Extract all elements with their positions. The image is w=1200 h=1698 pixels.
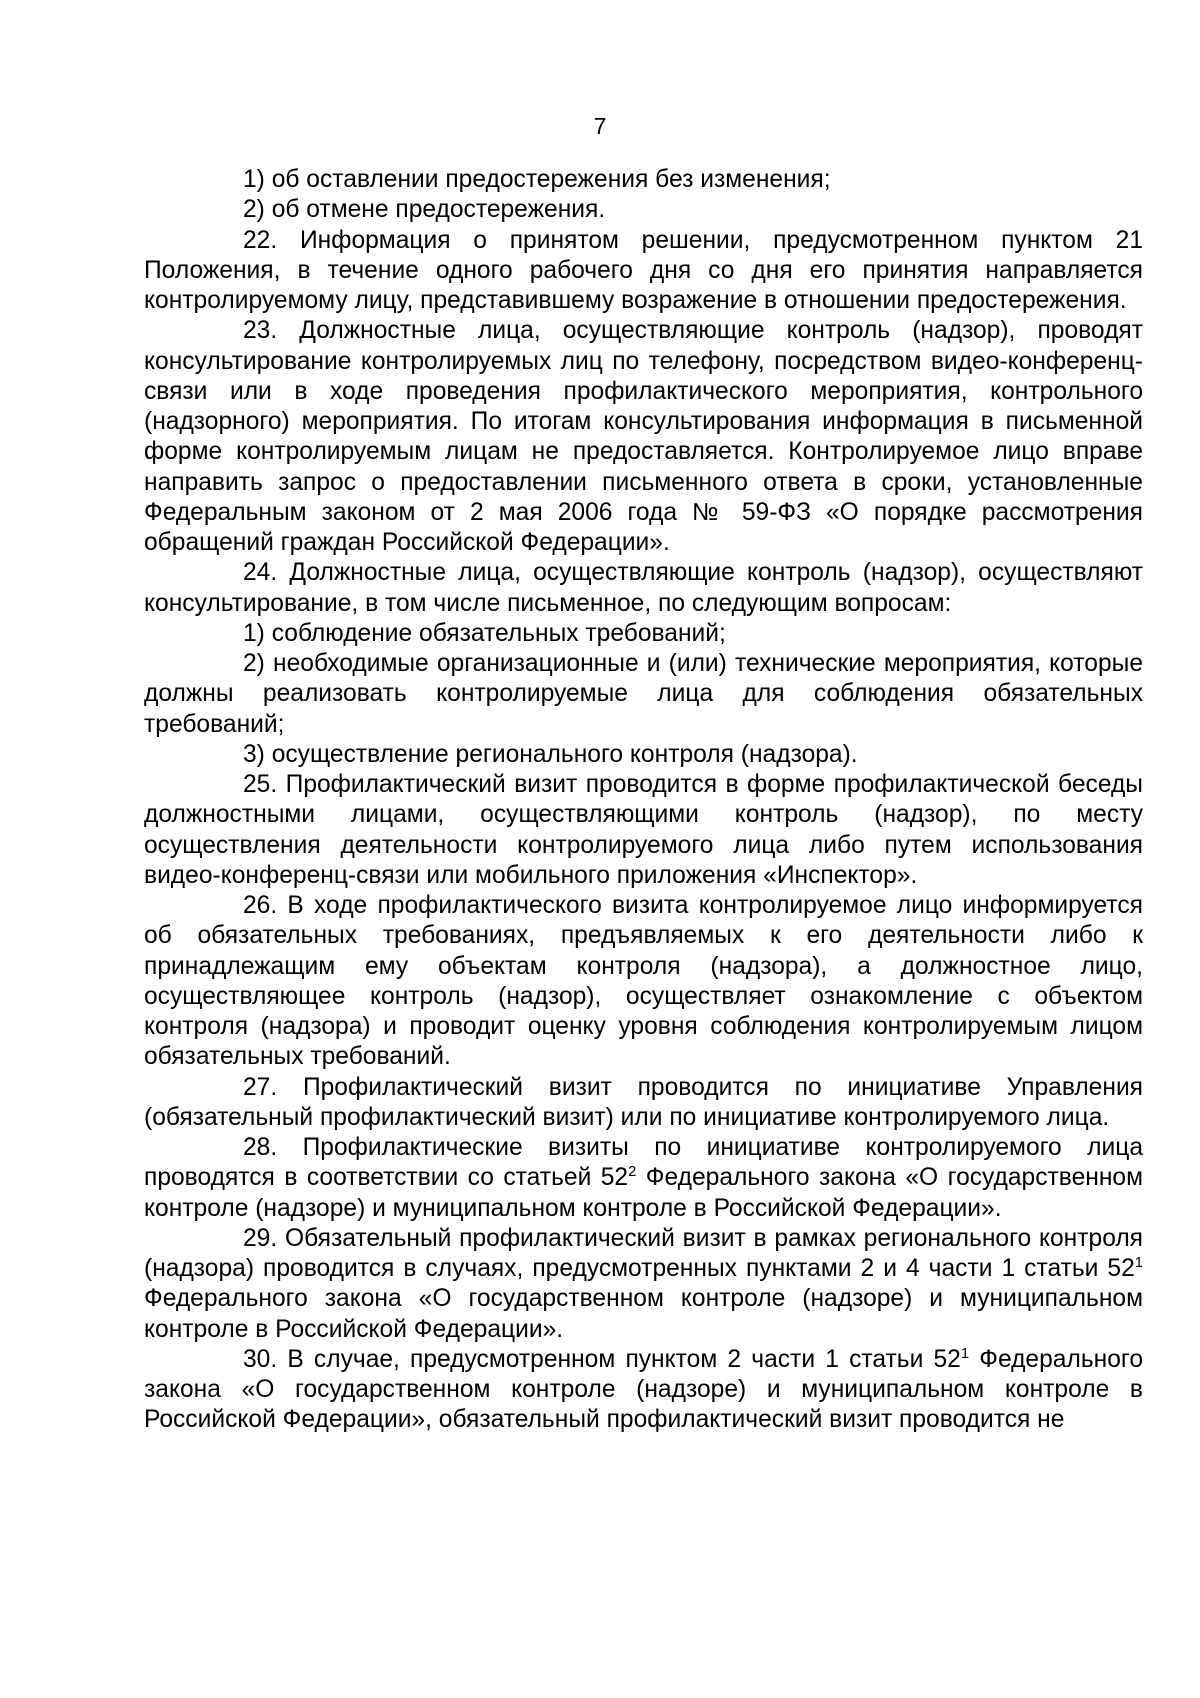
list-item-24-2: 2) необходимые организационные и (или) технические мероприятия, которые должны реализовать контролируемые лица для соблюдения обязательных требований; (144, 650, 1143, 738)
superscript: 1 (1134, 1254, 1143, 1271)
paragraph-29 (144, 1224, 1143, 1345)
paragraph-text: Федерального закона «О государственном контроле (надзоре) и муниципальном контроле в Российской Федерации». (144, 1164, 1144, 1222)
paragraph-text: Федерального закона «О государственном контроле (надзоре) и муниципальном контроле в Российской Федерации». (144, 1285, 1143, 1343)
superscript: 2 (628, 1164, 637, 1181)
paragraph-25: 25. Профилактический визит проводится в форме профилактической беседы должностными лицами, осуществляющими контроль (надзор), по месту осуществления деятельности контролируемого лица либо путем использования видео-конференц-связи или мобильного приложения «Инспектор». (144, 771, 1143, 889)
paragraph-28 (144, 1133, 1143, 1224)
list-item-2: 2) об отмене предостережения. (243, 196, 606, 224)
superscript: 1 (960, 1345, 970, 1362)
paragraph-27: 27. Профилактический визит проводится по инициативе Управления (обязательный профилактический визит) или по инициативе контролируемого лица. (144, 1073, 1143, 1131)
paragraph-text: 30. В случае, предусмотренном пунктом 2 части 1 статьи 52 (243, 1345, 961, 1373)
paragraph-30 (144, 1345, 1143, 1436)
paragraph-text: 28. Профилактические визиты по инициативе контролируемого лица проводятся в соответствии со статьей 52 (144, 1134, 1143, 1192)
document-body (144, 165, 1143, 1436)
list-item-24-1: 1) соблюдение обязательных требований; (243, 619, 726, 647)
paragraph-26: 26. В ходе профилактического визита контролируемое лицо информируется об обязательных требованиях, предъявляемых к его деятельности либо к принадлежащим ему объектам контроля (надзора), а должностное лицо, осуществляющее контроль (надзор), осуществляет ознакомление с объектом контроля (надзора) и проводит оценку уровня соблюдения контролируемым лицом обязательных требований. (144, 892, 1143, 1071)
page-number: 7 (593, 113, 607, 139)
paragraph-24: 24. Должностные лица, осуществляющие контроль (надзор), осуществляют консультирование, в том числе письменное, по следующим вопросам: (144, 559, 1143, 617)
paragraph-text: 29. Обязательный профилактический визит в рамках регионального контроля (надзора) проводится в случаях, предусмотренных пунктами 2 и 4 части 1 статьи 52 (144, 1224, 1143, 1282)
paragraph-text: Федерального закона «О государственном контроле (надзоре) и муниципальном контроле в Российской Федерации», обязательный профилактический визит проводится не (144, 1345, 1144, 1434)
paragraph-22: 22. Информация о принятом решении, предусмотренном пунктом 21 Положения, в течение одного рабочего дня со дня его принятия направляется контролируемому лицу, представившему возражение в отношении предостережения. (144, 226, 1143, 314)
list-item-24-3: 3) осуществление регионального контроля (надзора). (243, 740, 858, 768)
paragraph-23: 23. Должностные лица, осуществляющие контроль (надзор), проводят консультирование контролируемых лиц по телефону, посредством видео-конференц-связи или в ходе проведения профилактического мероприятия, контрольного (надзорного) мероприятия. По итогам консультирования информация в письменной форме контролируемым лицам не предоставляется. Контролируемое лицо вправе направить запрос о предоставлении письменного ответа в сроки, установленные Федеральным законом от 2 мая 2006 года № 59-ФЗ «О порядке рассмотрения обращений граждан Российской Федерации». (144, 317, 1143, 556)
list-item-1: 1) об оставлении предостережения без изменения; (243, 166, 831, 193)
